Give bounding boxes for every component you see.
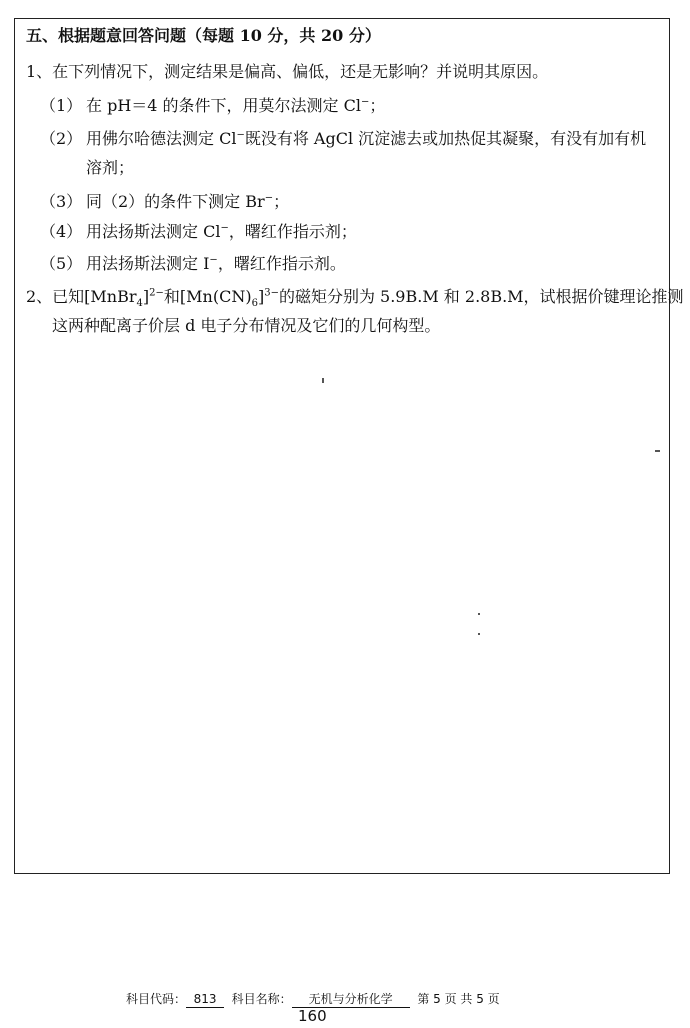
page-number: 160 bbox=[298, 1007, 327, 1025]
question-1-item-2-continuation: 溶剂； bbox=[86, 158, 135, 177]
page-info: 第 5 页 共 5 页 bbox=[417, 992, 500, 1006]
question-1-item-1 bbox=[40, 96, 385, 116]
subscript: 4 bbox=[136, 298, 143, 310]
q2-part: ] bbox=[257, 287, 265, 306]
q2-part: 2、已知[MnBr bbox=[26, 287, 137, 306]
scan-speck bbox=[655, 450, 660, 452]
scan-speck bbox=[322, 378, 324, 383]
question-2-continuation: 这两种配离子价层 d 电子分布情况及它们的几何构型。 bbox=[52, 316, 441, 335]
subject-name-value: 无机与分析化学 bbox=[292, 991, 410, 1008]
question-1-item-5 bbox=[40, 254, 346, 274]
item-text-end: ； bbox=[369, 96, 386, 115]
page-footer bbox=[126, 991, 500, 1008]
item-number: （5） bbox=[40, 254, 83, 273]
item-number: （1） bbox=[40, 96, 83, 115]
subject-name-label: 科目名称： bbox=[231, 992, 292, 1006]
superscript: − bbox=[361, 96, 370, 108]
superscript: − bbox=[209, 254, 218, 266]
item-text-end: ，曙红作指示剂。 bbox=[217, 254, 346, 273]
subscript: 6 bbox=[251, 298, 258, 310]
item-number: （4） bbox=[40, 222, 83, 241]
scan-speck bbox=[478, 613, 480, 615]
item-text-end: ，曙红作指示剂； bbox=[228, 222, 357, 241]
superscript: 3− bbox=[264, 287, 279, 299]
subject-code-label: 科目代码： bbox=[126, 992, 187, 1006]
item-number: （3） bbox=[40, 192, 83, 211]
question-1-item-3 bbox=[40, 192, 289, 212]
question-2-stem bbox=[26, 287, 684, 310]
superscript: − bbox=[220, 222, 229, 234]
section-title: 五、根据题意回答问题（每题 10 分，共 20 分） bbox=[26, 26, 381, 45]
item-text-end: ； bbox=[273, 192, 290, 211]
q2-part: ] bbox=[142, 287, 150, 306]
q2-part: 的磁矩分别为 5.9B.M 和 2.8B.M，试根据价键理论推测 bbox=[278, 287, 684, 306]
item-text: 同（2）的条件下测定 Br bbox=[86, 192, 265, 211]
subject-code-value: 813 bbox=[186, 991, 224, 1008]
question-1-item-4 bbox=[40, 222, 357, 242]
item-text-end: 既没有将 AgCl 沉淀滤去或加热促其凝聚，有没有加有机 bbox=[244, 129, 647, 148]
item-number: （2） bbox=[40, 129, 83, 148]
item-text: 用法扬斯法测定 I bbox=[86, 254, 210, 273]
item-text: 在 pH＝4 的条件下，用莫尔法测定 Cl bbox=[86, 96, 361, 115]
superscript: − bbox=[264, 192, 274, 204]
item-text: 用佛尔哈德法测定 Cl bbox=[86, 129, 237, 148]
scan-speck bbox=[478, 633, 480, 635]
q2-part: 和[Mn(CN) bbox=[163, 287, 252, 306]
item-text: 用法扬斯法测定 Cl bbox=[86, 222, 221, 241]
superscript: 2− bbox=[149, 287, 164, 299]
question-1-stem: 1、在下列情况下，测定结果是偏高、偏低，还是无影响？并说明其原因。 bbox=[26, 62, 549, 81]
question-1-item-2 bbox=[40, 129, 646, 149]
superscript: − bbox=[236, 129, 245, 141]
